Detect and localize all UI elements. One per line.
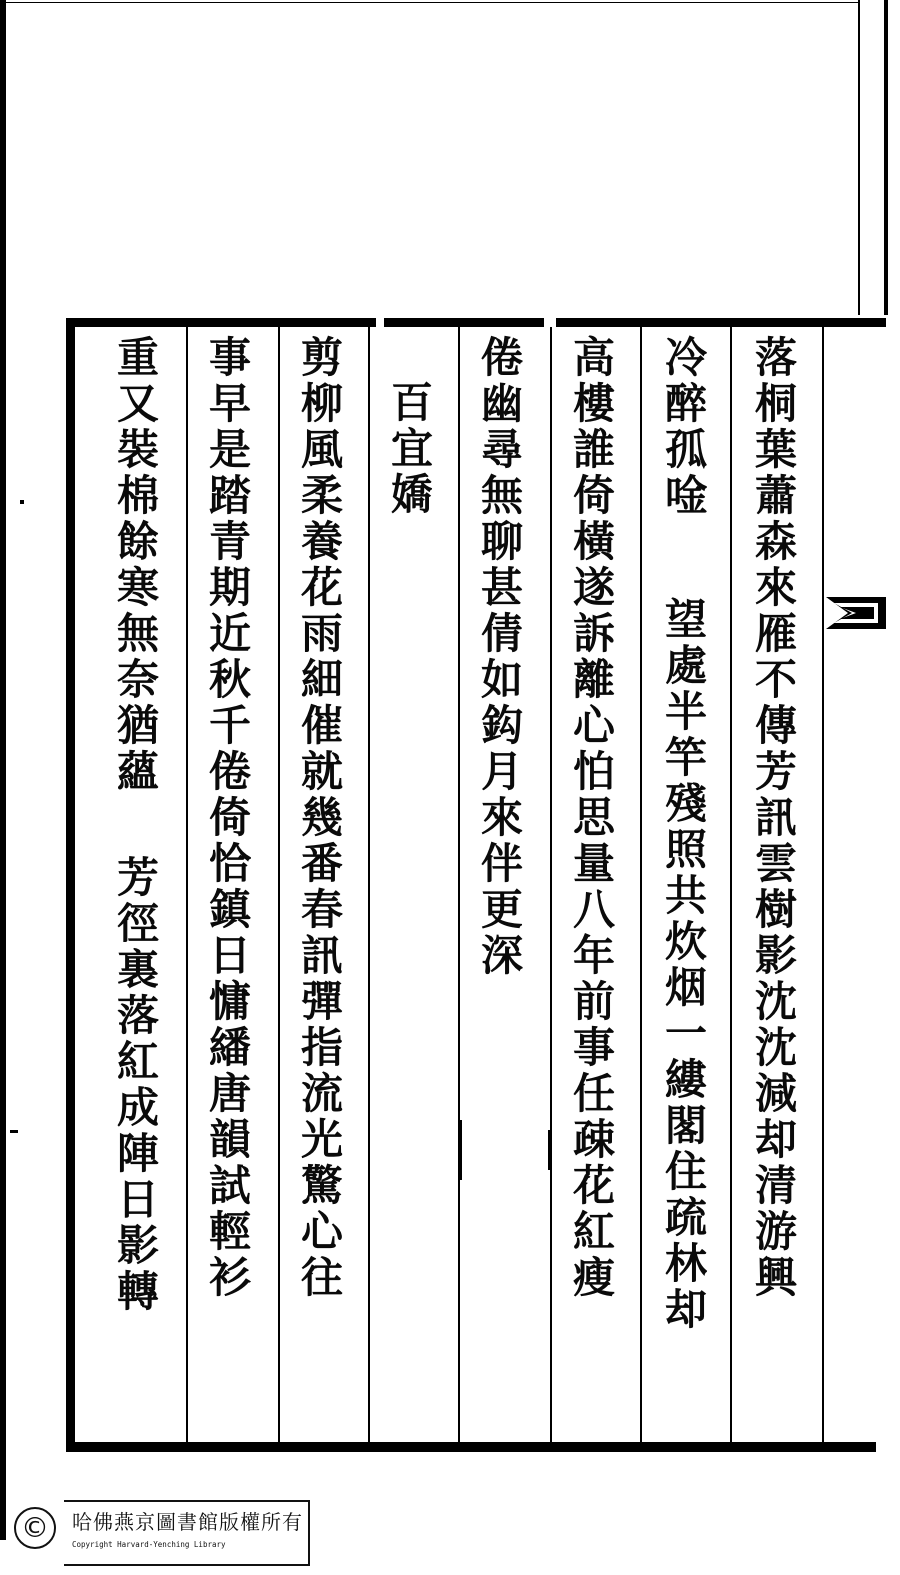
column-text: 事早是踏青期近秋千倦倚恰鎮日慵繙唐韻試輕衫 (203, 335, 252, 1301)
text-column-2 (659, 335, 708, 1333)
ink-speck (20, 500, 24, 504)
column-text: 冷醉孤唫 (659, 335, 708, 519)
ink-speck (458, 1120, 462, 1180)
frame-top-left (66, 318, 376, 327)
column-text: 高樓誰倚橫遂訴離心怕思量八年前事任疎花紅瘦 (567, 335, 616, 1301)
column-rule (186, 327, 188, 1442)
column-text: 重又裝棉餘寒無奈猶蘊 (111, 335, 160, 795)
frame-top-middle (384, 318, 544, 327)
column-rule (368, 327, 370, 1442)
frame-bottom (66, 1442, 876, 1452)
text-column-3 (567, 335, 616, 1301)
poem-title: 百宜嬌 (385, 380, 434, 518)
ink-speck (10, 1130, 18, 1133)
copyright-text-english: Copyright Harvard-Yenching Library (72, 1540, 226, 1549)
column-rule (458, 327, 460, 1442)
text-column-6 (295, 335, 344, 1301)
frame-left (66, 318, 75, 1452)
text-column-4 (475, 335, 524, 979)
column-text: 望處半竿殘照共炊烟一縷閣住疏林却 (659, 597, 708, 1333)
fish-tail-marker (826, 585, 886, 641)
page-edge-left (0, 0, 6, 1540)
column-text: 落桐葉蕭森來雁不傳芳訊雲樹影沈沈減却清游興 (749, 335, 798, 1301)
column-rule (550, 327, 552, 1442)
column-rule (822, 327, 824, 1442)
copyright-icon: © (14, 1507, 56, 1549)
ink-speck (548, 1130, 551, 1170)
text-column-7 (203, 335, 252, 1301)
column-text: 倦幽尋無聊甚倩如鈎月來伴更深 (475, 335, 524, 979)
copyright-text-chinese: 哈佛燕京圖書館版權所有 (72, 1510, 303, 1534)
column-text: 剪柳風柔養花雨細催就幾番春訊彈指流光驚心往 (295, 335, 344, 1301)
text-column-1 (749, 335, 798, 1301)
page-edge-top (6, 2, 860, 3)
column-rule (278, 327, 280, 1442)
text-column-8 (111, 335, 160, 1315)
frame-top-right (556, 318, 886, 327)
column-rule (730, 327, 732, 1442)
page-edge-right-thick (884, 0, 888, 315)
page-edge-right-thin (858, 0, 860, 315)
column-text: 芳徑裏落紅成陣日影轉 (111, 855, 160, 1315)
column-rule (640, 327, 642, 1442)
text-column-5-title (385, 380, 434, 518)
